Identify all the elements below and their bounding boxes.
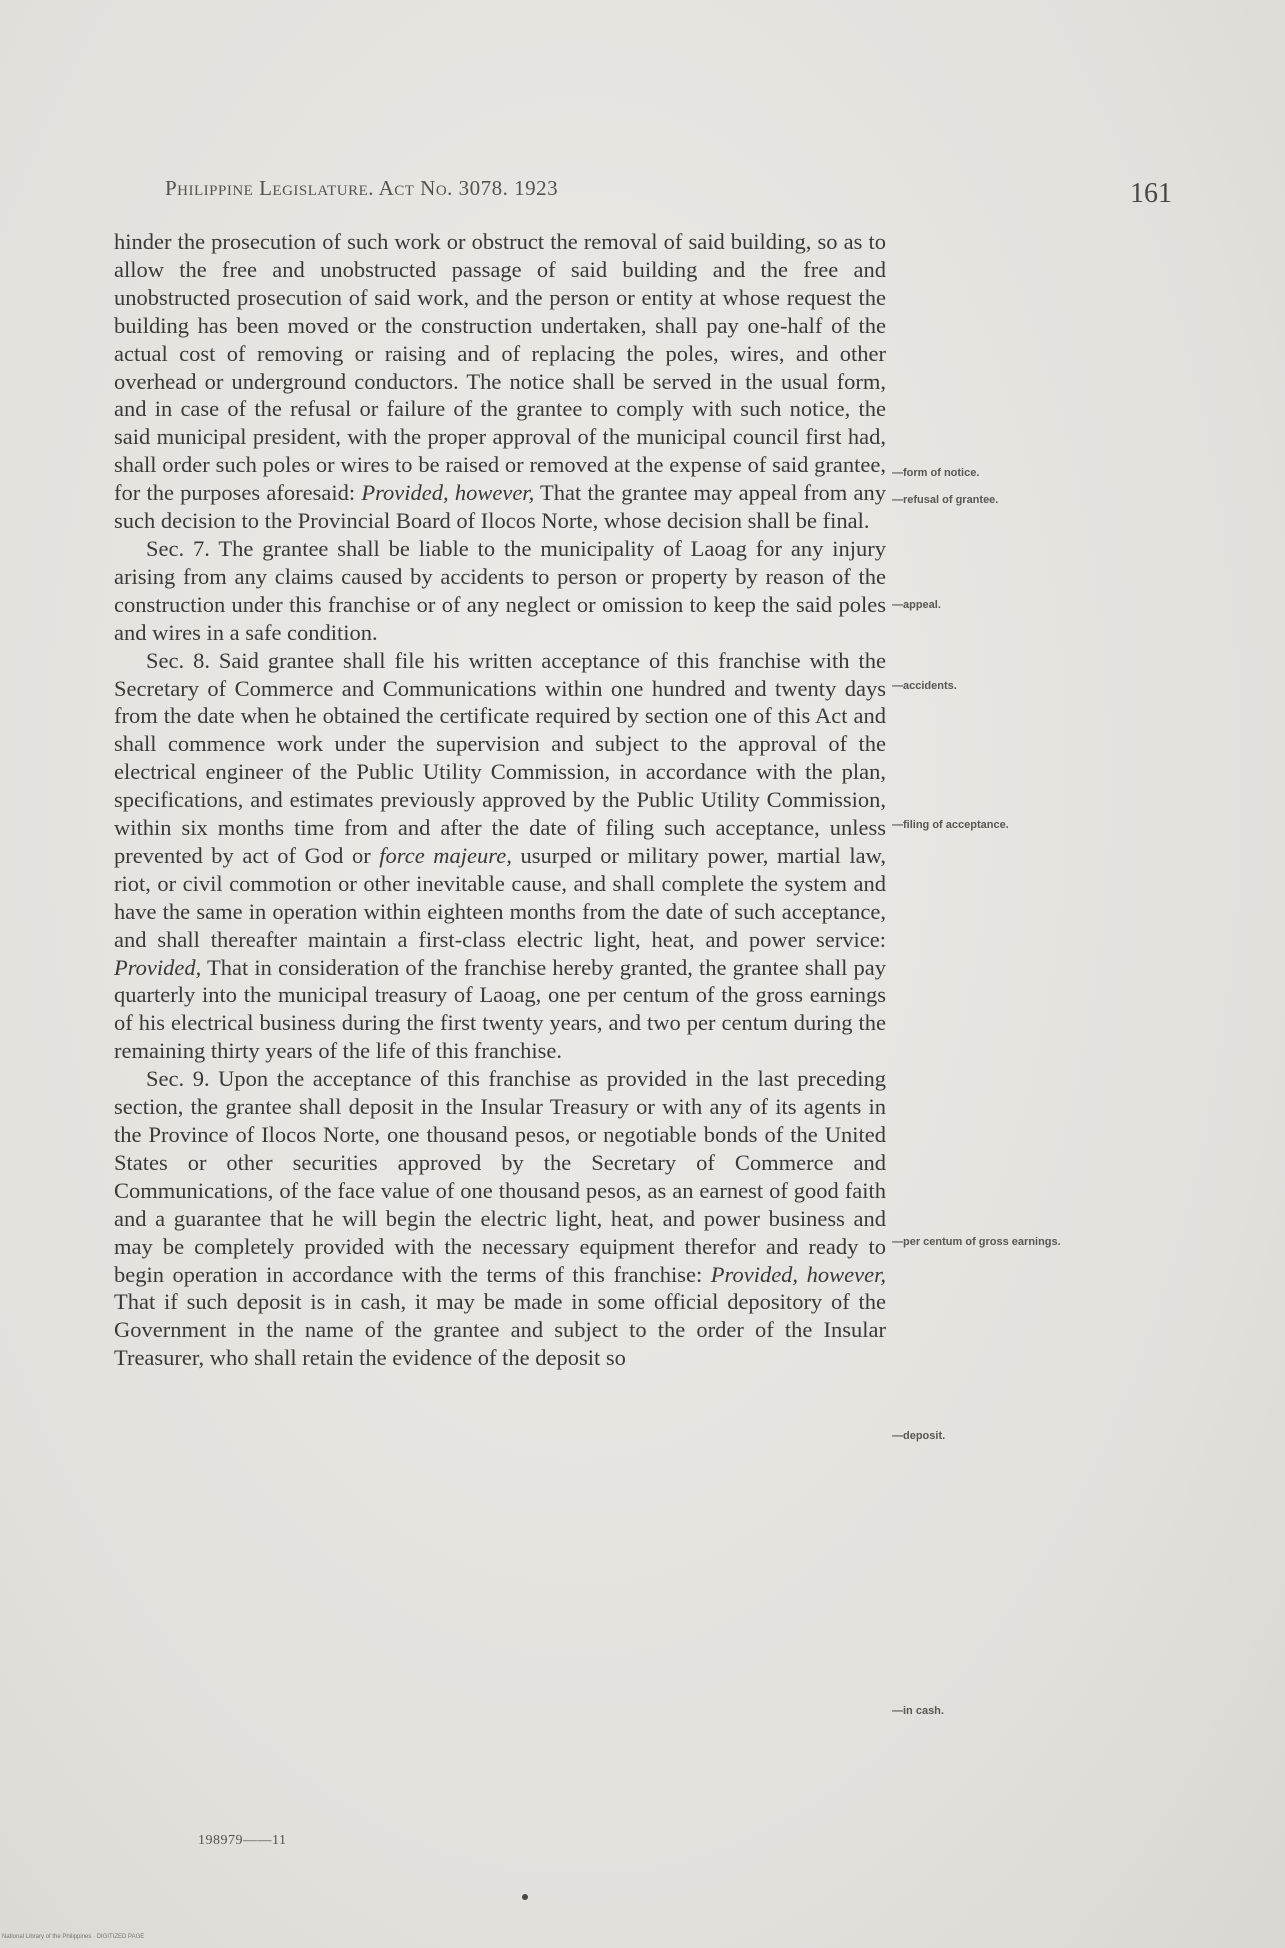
- margin-note-deposit: —deposit.: [892, 1430, 946, 1442]
- sec8-c: That in consideration of the franchise hereby granted, the grantee shall pay quarterly into the municipal treasury of Laoag, one per centum of the gross earnings of his electrical business during the first twenty years, and two per centum during the remaining thirty years of the life of this franchise.: [114, 954, 887, 1064]
- sec8-b: usurped or military power, martial law, riot, or civil commotion or other inevitable cause, and shall complete the system and have the same in operation within eighteen months from the date of such acceptance, and shall thereafter maintain a first-class electric light, heat, and power service:: [114, 842, 886, 952]
- section-9: [114, 1065, 886, 1372]
- signature-mark: 198979——11: [198, 1833, 287, 1848]
- sec9-a: Sec. 9. Upon the acceptance of this franchise as provided in the last preceding section, the grantee shall deposit in the Insular Treasury or with any of its agents in the Province of Ilocos Norte, one thousand pesos, or negotiable bonds of the United States or other securities approved by the Secretary of Commerce and Communications, of the face value of one thousand pesos, as an earnest of good faith and a guarantee that he will begin the electric light, heat, and power business and may be completely provided with the necessary equipment therefor and ready to begin operation in accordance with the terms of this franchise:: [114, 1066, 886, 1287]
- para1-text: hinder the prosecution of such work or obstruct the removal of said building, so as to allow the free and unobstructed passage of said building and the free and unobstructed prosecution of said work, and the person or entity at whose request the building has been moved or the construction undertaken, shall pay one-half of the actual cost of removing or raising and of replacing the poles, wires, and other overhead or underground conductors. The notice shall be served in the usual form, and in case of the refusal or failure of the grantee to comply with such notice, the said municipal president, with the proper approval of the municipal council first had, shall order such poles or wires to be raised or removed at the expense of said grantee, for the purposes aforesaid:: [114, 229, 886, 506]
- page-number: 161: [1130, 178, 1172, 209]
- margin-note-accidents: —accidents.: [892, 680, 957, 692]
- margin-note-filing-of-acceptance: —filing of acceptance.: [892, 819, 1009, 831]
- margin-note-per-centum: —per centum of gross earnings.: [892, 1236, 1061, 1248]
- section-8: [114, 647, 886, 1066]
- margin-note-form-of-notice: —form of notice.: [892, 467, 980, 479]
- section-7: Sec. 7. The grantee shall be liable to the municipality of Laoag for any injury arising from any claims caused by accidents to person or property by reason of the construction under this franchise or of any neglect or omission to keep the said poles and wires in a safe condition.: [114, 535, 886, 645]
- sec8-italic2: Provided,: [114, 954, 202, 980]
- ink-dot: [522, 1894, 528, 1900]
- sec8-italic1: force majeure,: [379, 842, 512, 868]
- sec9-italic: Provided, however,: [710, 1261, 886, 1287]
- running-head: Philippine Legislature. Act No. 3078. 1923: [165, 176, 559, 200]
- paragraph-continuation: [114, 228, 886, 535]
- para1-end: That the grantee may appeal from any such decision to the Provincial Board of Ilocos Norte, whose decision shall be final.: [114, 480, 887, 534]
- sec9-b: That if such deposit is in cash, it may be made in some official depository of the Government in the name of the grantee and subject to the order of the Insular Treasurer, who shall retain the evidence of the deposit so: [114, 1289, 886, 1371]
- margin-note-refusal-of-grantee: —refusal of grantee.: [892, 494, 999, 506]
- body-text: [114, 228, 886, 1372]
- para1-italic: Provided, however,: [361, 480, 535, 506]
- sec8-a: Sec. 8. Said grantee shall file his written acceptance of this franchise with the Secretary of Commerce and Communications within one hundred and twenty days from the date when he obtained the certificate required by section one of this Act and shall commence work under the supervision and subject to the approval of the electrical engineer of the Public Utility Commission, in accordance with the plan, specifications, and estimates previously approved by the Public Utility Commission, within six months time from and after the date of filing such acceptance, unless prevented by act of God or: [114, 647, 886, 868]
- margin-note-in-cash: —in cash.: [892, 1705, 944, 1717]
- digitization-credit: National Library of the Philippines · DIGITIZED PAGE: [2, 1934, 145, 1940]
- margin-note-appeal: —appeal.: [892, 599, 941, 611]
